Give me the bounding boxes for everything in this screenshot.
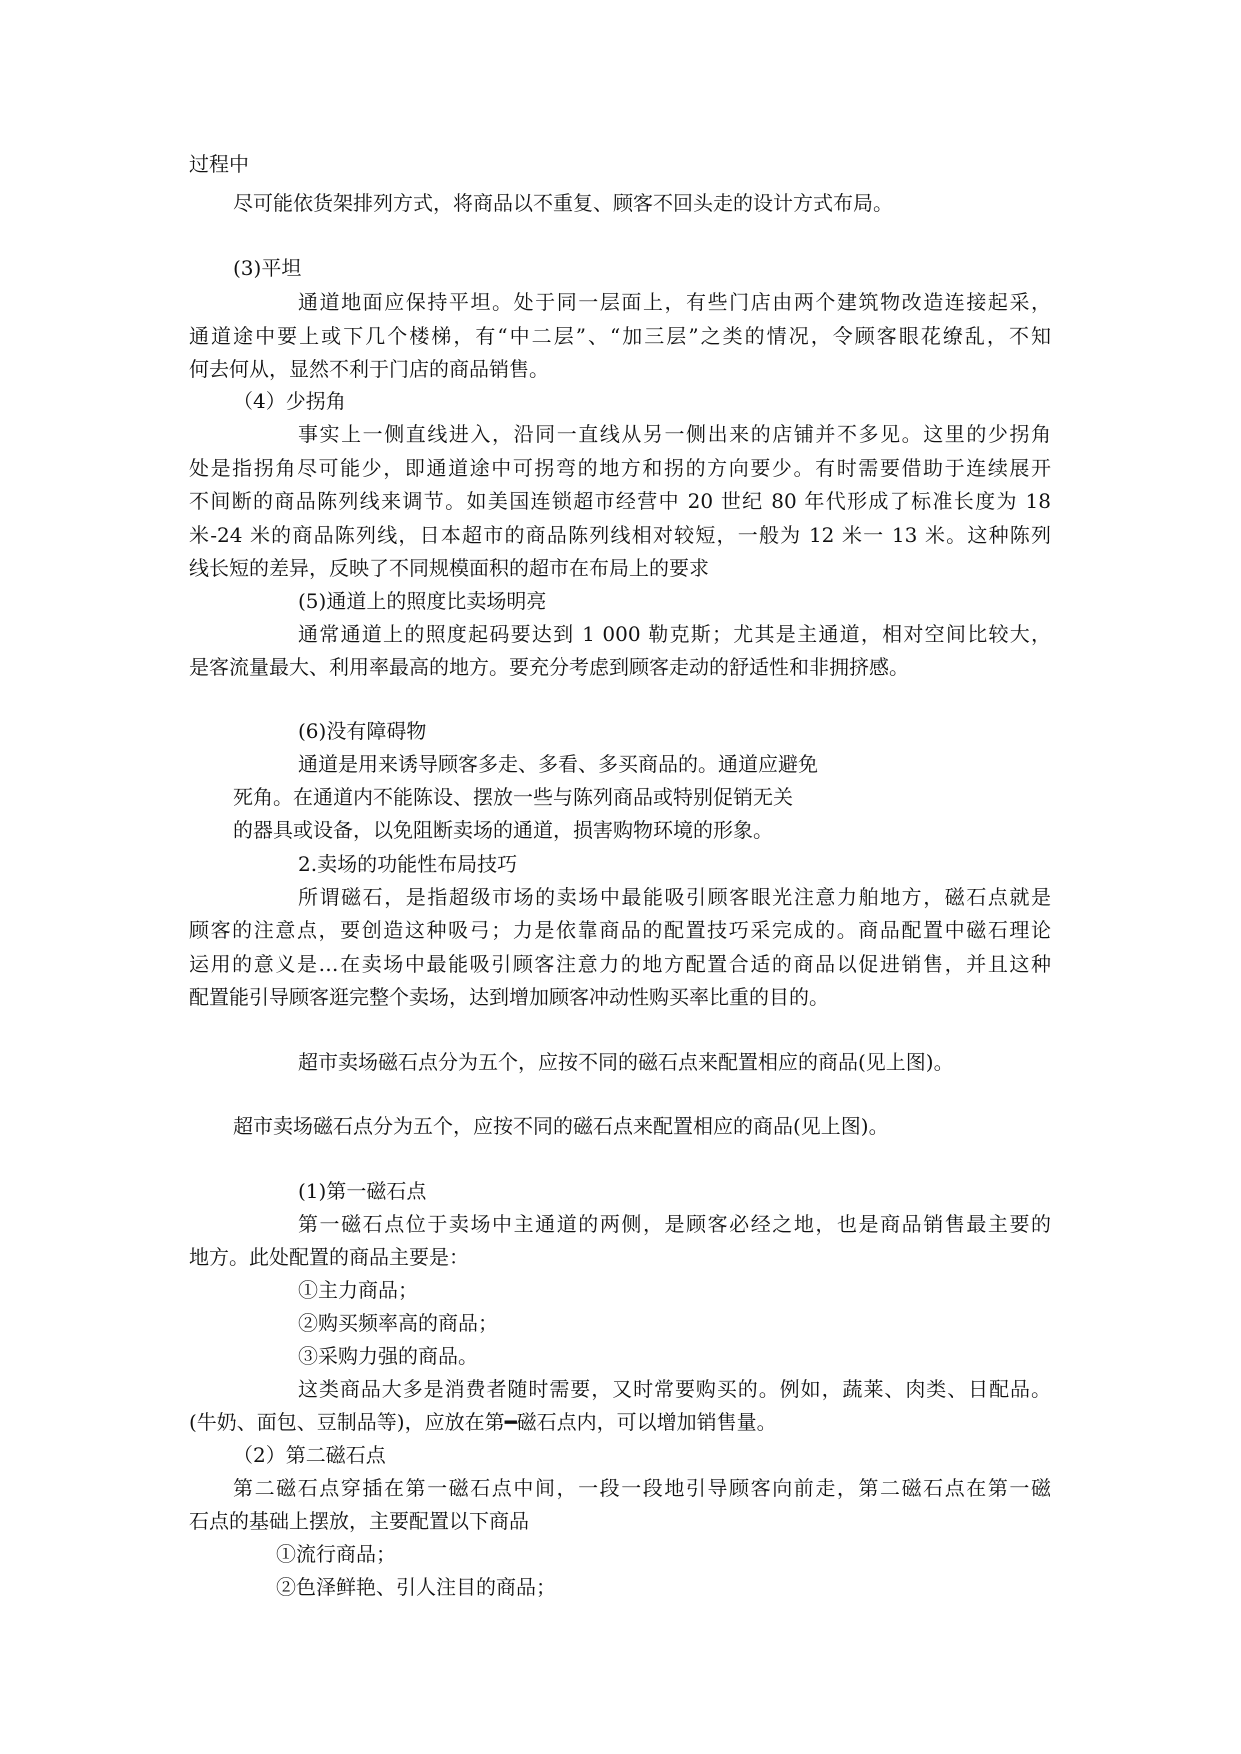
- list-item: ②色泽鲜艳、引人注目的商品；: [276, 1575, 556, 1599]
- text-line: 线长短的差异，反映了不同规模面积的超市在布局上的要求: [189, 556, 709, 580]
- text-line: (牛奶、面包、豆制品等)，应放在第━磁石点内，可以增加销售量。: [189, 1410, 777, 1434]
- section-heading: (5)通道上的照度比卖场明亮: [298, 589, 547, 613]
- section-heading: (3)平坦: [233, 256, 302, 280]
- text-line: 尽可能依货架排列方式，将商品以不重复、顾客不回头走的设计方式布局。: [233, 191, 893, 215]
- text-line: 通道是用来诱导顾客多走、多看、多买商品的。通道应避免: [298, 752, 818, 776]
- section-heading: 2.卖场的功能性布局技巧: [298, 852, 518, 876]
- list-item: ①主力商品；: [298, 1278, 418, 1302]
- text-line: 超市卖场磁石点分为五个，应按不同的磁石点来配置相应的商品(见上图)。: [298, 1050, 954, 1074]
- text-line: 地方。此处配置的商品主要是：: [189, 1245, 469, 1269]
- section-heading: （4）少拐角: [233, 389, 346, 413]
- text-line: 是客流量最大、利用率最高的地方。要充分考虑到顾客走动的舒适性和非拥挤感。: [189, 655, 909, 679]
- list-item: ①流行商品；: [276, 1542, 396, 1566]
- text-line: 第一磁石点位于卖场中主通道的两侧，是顾客必经之地，也是商品销售最主要的: [298, 1212, 1051, 1236]
- text-line: 的器具或设备，以免阻断卖场的通道，损害购物环境的形象。: [233, 818, 773, 842]
- text-line: 通道地面应保持平坦。处于同一层面上，有些门店由两个建筑物改造连接起采，: [298, 290, 1051, 314]
- text-line: 第二磁石点穿插在第一磁石点中间，一段一段地引导顾客向前走，第二磁石点在第一磁: [233, 1476, 1051, 1500]
- text-line: 这类商品大多是消费者随时需要，又时常要购买的。例如，蔬莱、肉类、日配品。: [298, 1377, 1051, 1401]
- text-line: 所谓磁石，是指超级市场的卖场中最能吸引顾客眼光注意力舶地方，磁石点就是: [298, 885, 1051, 909]
- text-line: 超市卖场磁石点分为五个，应按不同的磁石点来配置相应的商品(见上图)。: [233, 1114, 889, 1138]
- text-line: 何去何从，显然不利于门店的商品销售。: [189, 357, 549, 381]
- section-heading: (1)第一磁石点: [298, 1179, 427, 1203]
- text-line: 事实上一侧直线进入，沿同一直线从另一侧出来的店铺并不多见。这里的少拐角: [298, 422, 1051, 446]
- section-heading: (6)没有障碍物: [298, 719, 427, 743]
- text-line: 通常通道上的照度起码要达到 1 000 勒克斯；尤其是主通道，相对空间比较大，: [298, 622, 1051, 646]
- section-heading: （2）第二磁石点: [233, 1443, 386, 1467]
- text-line: 处是指拐角尽可能少，即通道途中可拐弯的地方和拐的方向要少。有时需要借助于连续展开: [189, 456, 1051, 480]
- list-item: ②购买频率高的商品；: [298, 1311, 498, 1335]
- list-item: ③采购力强的商品。: [298, 1344, 478, 1368]
- text-line: 顾客的注意点，要创造这种吸弓；力是依靠商品的配置技巧采完成的。商品配置中磁石理论: [189, 918, 1051, 942]
- text-line: 运用的意义是…在卖场中最能吸引顾客注意力的地方配置合适的商品以促进销售，并且这种: [189, 952, 1051, 976]
- text-line: 配置能引导顾客逛完整个卖场，达到增加顾客冲动性购买率比重的目的。: [189, 985, 829, 1009]
- text-line: 不间断的商品陈列线来调节。如美国连锁超市经营中 20 世纪 80 年代形成了标准长度为 18: [189, 489, 1051, 513]
- text-line: 过程中: [189, 152, 249, 176]
- text-line: 死角。在通道内不能陈设、摆放一些与陈列商品或特别促销无关: [233, 785, 793, 809]
- text-line: 通道途中要上或下几个楼梯，有“中二层”、“加三层”之类的情况，令顾客眼花缭乱，不知: [189, 324, 1051, 348]
- text-line: 石点的基础上摆放，主要配置以下商品: [189, 1509, 529, 1533]
- text-line: 米-24 米的商品陈列线，日本超市的商品陈列线相对较短，一般为 12 米一 13 米。这种陈列: [189, 523, 1051, 547]
